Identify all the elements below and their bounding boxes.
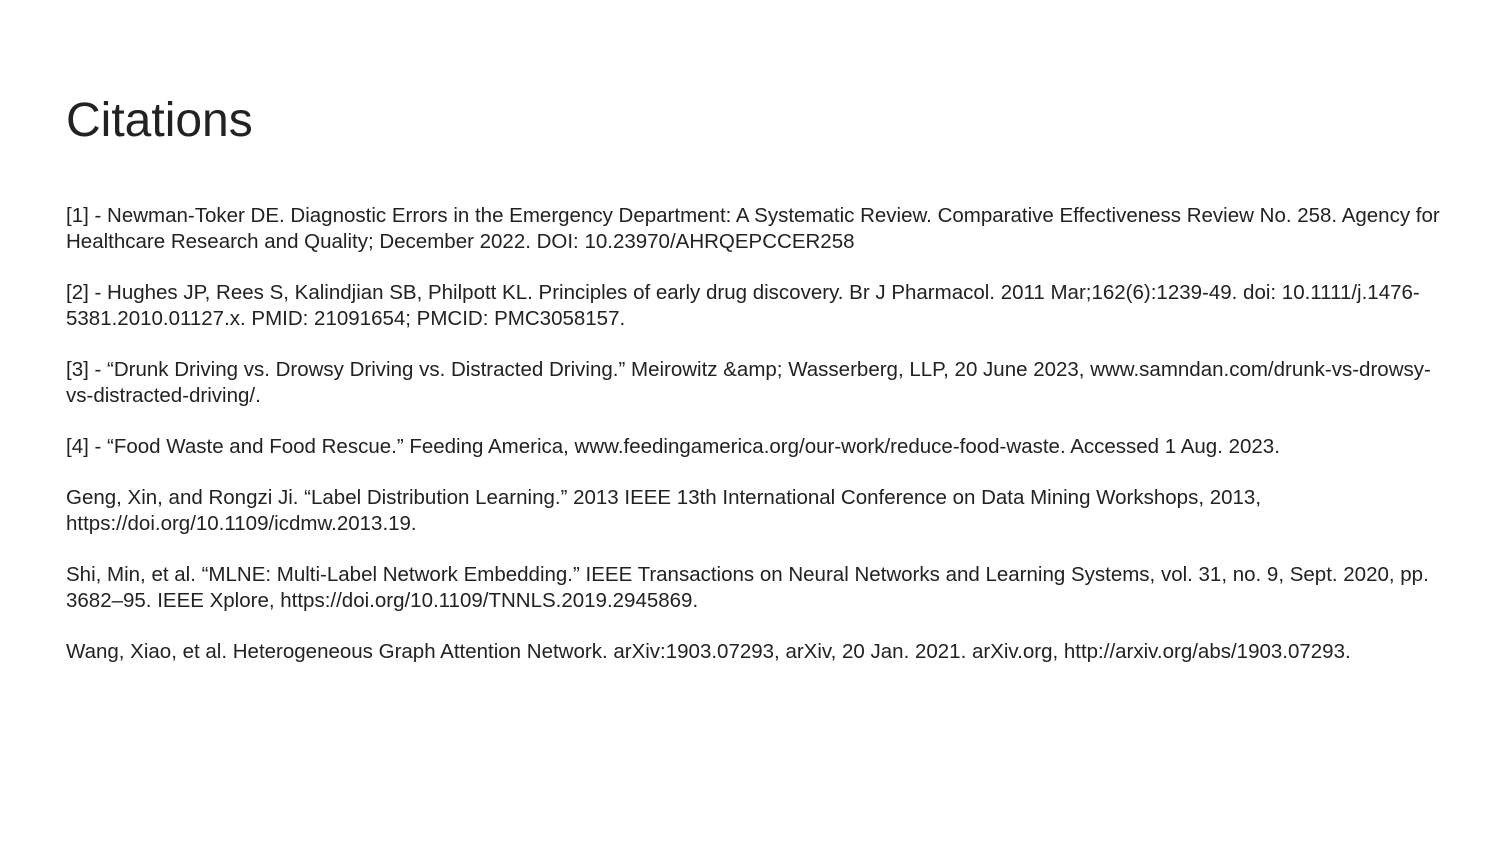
citation-item: [1] - Newman-Toker DE. Diagnostic Errors in the Emergency Department: A Systematic Review. Comparative Effectiveness Review No. 258. Agency for Healthcare Research and Quality; December 2022. DOI: 10.23970/AHRQEPCCER258 [66,204,1440,253]
citation-item: [4] - “Food Waste and Food Rescue.” Feeding America, www.feedingamerica.org/our-work/reduce-food-waste. Accessed 1 Aug. 2023. [66,435,1280,458]
citation-item: Geng, Xin, and Rongzi Ji. “Label Distribution Learning.” 2013 IEEE 13th International Conference on Data Mining Workshops, 2013, https://doi.org/10.1109/icdmw.2013.19. [66,486,1262,535]
citation-list [66,203,1446,690]
citation-item: [3] - “Drunk Driving vs. Drowsy Driving vs. Distracted Driving.” Meirowitz &amp; Wasserberg, LLP, 20 June 2023, www.samndan.com/drunk-vs-drowsy-vs-distracted-driving/. [66,358,1431,407]
citation-item: Wang, Xiao, et al. Heterogeneous Graph Attention Network. arXiv:1903.07293, arXiv, 20 Jan. 2021. arXiv.org, http://arxiv.org/abs/1903.07293. [66,640,1351,663]
slide-title: Citations [66,94,253,147]
citation-item: Shi, Min, et al. “MLNE: Multi-Label Network Embedding.” IEEE Transactions on Neural Networks and Learning Systems, vol. 31, no. 9, Sept. 2020, pp. 3682–95. IEEE Xplore, https://doi.org/10.1109/TNNLS.2019.2945869. [66,563,1429,612]
citation-item: [2] - Hughes JP, Rees S, Kalindjian SB, Philpott KL. Principles of early drug discovery. Br J Pharmacol. 2011 Mar;162(6):1239-49. doi: 10.1111/j.1476-5381.2010.01127.x. PMID: 21091654; PMCID: PMC3058157. [66,281,1420,330]
